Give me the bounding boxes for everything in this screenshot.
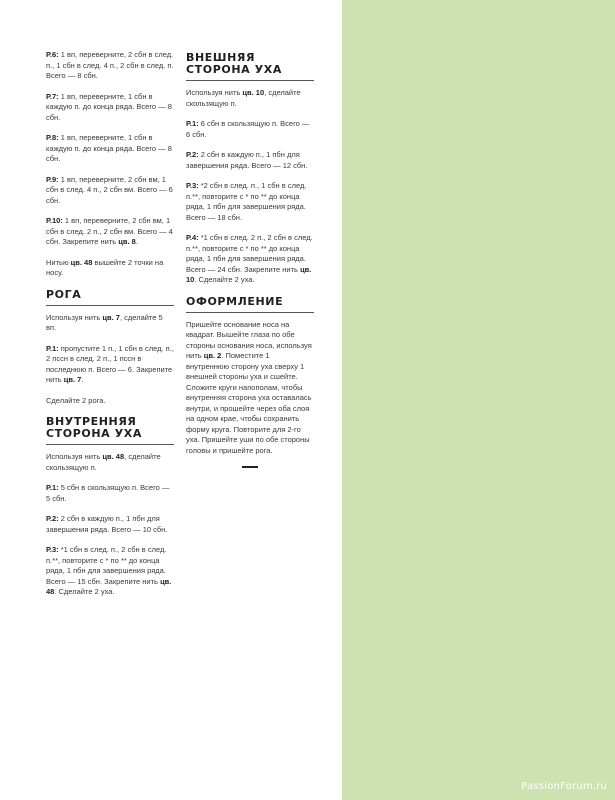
outer-ear-row-3: Р.3: *2 сбн в след. п., 1 сбн в след. п.**, повторите с * по ** до конца ряда, 1 пбн для завершения ряда. Всего — 18 сбн. bbox=[186, 181, 307, 222]
horns-intro: Используя нить цв. 7, сделайте 5 вп. bbox=[46, 312, 163, 332]
horns-row-1: Р.1: пропустите 1 п., 1 сбн в след. п., 2 пссн в след. 2 п., 1 пссн в последнюю п. Всего — 6. Закрепите нить цв. 7. bbox=[46, 343, 174, 384]
inner-ear-row-1: Р.1: 5 сбн в скользящую п. Всего — 5 сбн. bbox=[46, 483, 170, 503]
outer-ear-heading-line-2: СТОРОНА УХА bbox=[186, 63, 282, 76]
inner-ear-row-2: Р.2: 2 сбн в каждую п., 1 пбн для завершения ряда. Всего — 10 сбн. bbox=[46, 514, 168, 534]
horns-outro: Сделайте 2 рога. bbox=[46, 395, 106, 405]
left-column bbox=[46, 50, 174, 608]
row-7: Р.7: 1 вп, переверните, 1 сбн в каждую п. до конца ряда. Всего — 8 сбн. bbox=[46, 91, 172, 122]
inner-ear-intro: Используя нить цв. 48, сделайте скользящую п. bbox=[46, 452, 161, 472]
assembly-text: Пришейте основание носа на квадрат. Вышейте глаза по обе стороны основания носа, используя нить цв. 2. Поместите 1 внутреннюю сторону уха сверху 1 внешней стороны уха и сшейте. Сложите круги напополам, чтобы внутренняя сторона уха оставалась внутри, и прошейте через оба слоя на одном крае, чтобы сохранить форму круга. Повторите для 2-го уха. Пришейте уши по обе стороны головы и пришейте рога. bbox=[186, 319, 312, 455]
row-8: Р.8: 1 вп, переверните, 1 сбн в каждую п. до конца ряда. Всего — 8 сбн. bbox=[46, 133, 172, 163]
horns-heading: РОГА bbox=[46, 287, 82, 301]
outer-ear-row-4: Р.4: *1 сбн в след. 2 п., 2 сбн в след. п.**, повторите с * по ** до конца ряда, 1 пбн для завершения ряда. Всего — 24 сбн. Закрепите нить цв. 10. Сделайте 2 уха. bbox=[186, 233, 313, 284]
watermark: PassionForum.ru bbox=[521, 781, 607, 792]
nose-instruction: Нитью цв. 48 вышейте 2 точки на носу. bbox=[46, 257, 164, 277]
outer-ear-intro: Используя нить цв. 10, сделайте скользящую п. bbox=[186, 88, 301, 108]
horns-heading-block bbox=[46, 289, 174, 306]
row-9: Р.9: 1 вп, переверните, 2 сбн вм, 1 сбн в след. 4 п., 2 сбн вм. Всего — 6 сбн. bbox=[46, 174, 173, 205]
right-column bbox=[186, 50, 314, 468]
outer-ear-heading-line-1: ВНЕШНЯЯ bbox=[186, 51, 256, 64]
inner-ear-heading-line-2: СТОРОНА УХА bbox=[46, 427, 142, 440]
outer-ear-heading-block bbox=[186, 52, 314, 81]
assembly-heading: ОФОРМЛЕНИЕ bbox=[186, 294, 284, 308]
outer-ear-row-1: Р.1: 6 сбн в скользящую п. Всего — 6 сбн. bbox=[186, 119, 310, 139]
row-10: Р.10: 1 вп, переверните, 2 сбн вм, 1 сбн в след. 2 п., 2 сбн вм. Всего — 4 сбн. Закрепите нить цв. 8. bbox=[46, 216, 173, 246]
inner-ear-row-3: Р.3: *1 сбн в след. п., 2 сбн в след. п.**, повторите с * по ** до конца ряда, 1 пбн для завершения ряда. Всего — 15 сбн. Закрепите нить цв. 48. Сделайте 2 уха. bbox=[46, 545, 172, 596]
assembly-heading-block bbox=[186, 296, 314, 313]
inner-ear-heading-line-1: ВНУТРЕННЯЯ bbox=[46, 415, 137, 428]
end-of-article-mark bbox=[242, 466, 258, 468]
inner-ear-heading-block bbox=[46, 416, 174, 445]
outer-ear-row-2: Р.2: 2 сбн в каждую п., 1 пбн для завершения ряда. Всего — 12 сбн. bbox=[186, 150, 308, 170]
green-side-band bbox=[342, 0, 615, 800]
row-6: Р.6: 1 вп, переверните, 2 сбн в след. п., 1 сбн в след. 4 п., 2 сбн в след. п. Всего — 8 сбн. bbox=[46, 50, 174, 80]
